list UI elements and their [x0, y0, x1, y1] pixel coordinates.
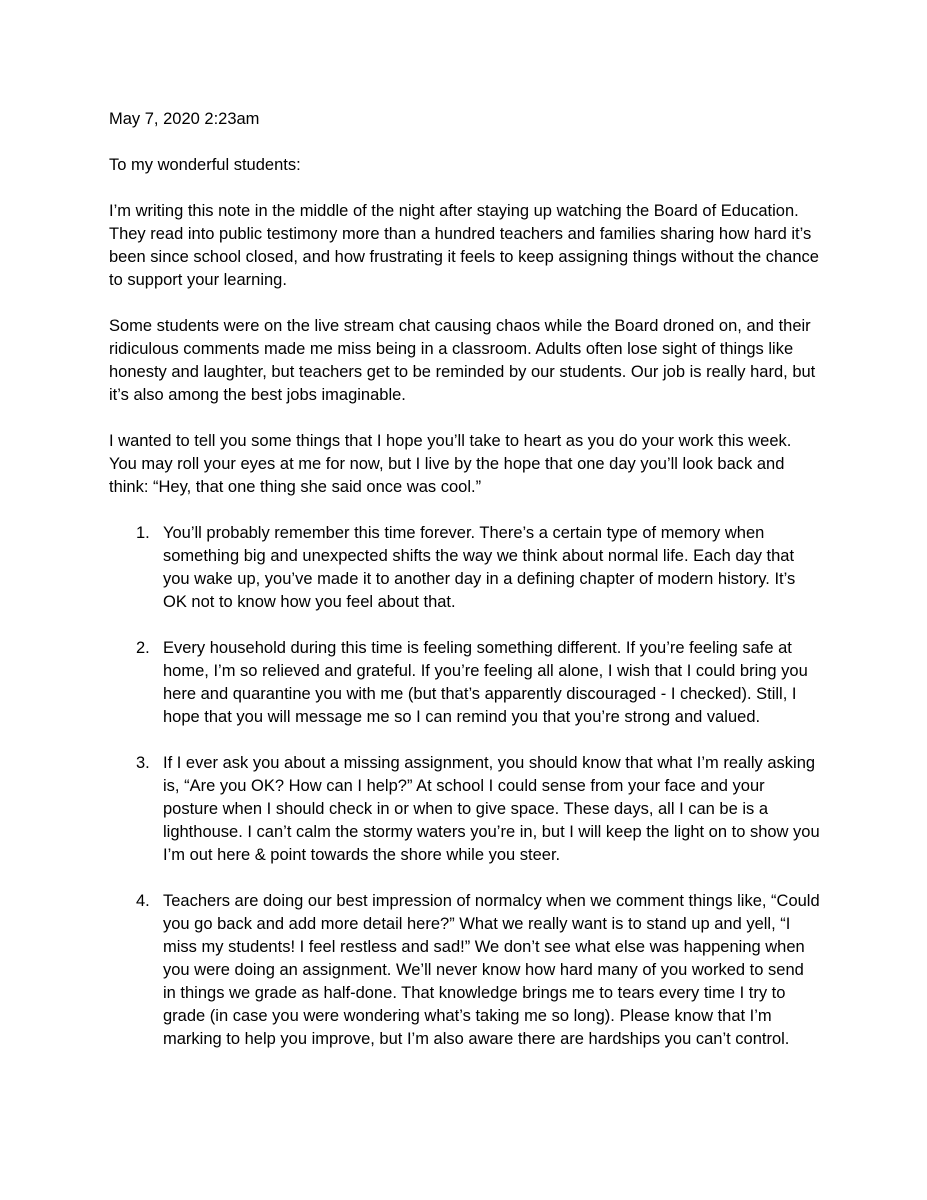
paragraph: I’m writing this note in the middle of the night after staying up watching the Board of Education. They read into public testimony more than a hundred teachers and families sharing how hard it’s been since school closed, and how frustrating it feels to keep assigning things without the chance to support your learning.	[109, 202, 819, 289]
paragraph: I wanted to tell you some things that I hope you’ll take to heart as you do your work this week. You may roll your eyes at me for now, but I live by the hope that one day you’ll look back and think: “Hey, that one thing she said once was cool.”	[109, 432, 792, 496]
letter-greeting: To my wonderful students:	[109, 156, 301, 174]
letter-body	[109, 108, 821, 1074]
numbered-list	[109, 522, 821, 1051]
list-item-text: Teachers are doing our best impression of normalcy when we comment things like, “Could you go back and add more detail here?” What we really want is to stand up and yell, “I miss my students! I feel restless and sad!” We don’t see what else was happening when you were doing an assignment. We’ll never know how hard many of you worked to send in things we grade as half-done. That knowledge brings me to tears every time I try to grade (in case you were wondering what’s taking me so long). Please know that I’m marking to help you improve, but I’m also aware there are hardships you can’t control.	[163, 892, 820, 1048]
list-item-number: 4.	[136, 892, 150, 910]
paragraph: Some students were on the live stream chat causing chaos while the Board droned on, and their ridiculous comments made me miss being in a classroom. Adults often lose sight of things like honesty and laughter, but teachers get to be reminded by our students. Our job is really hard, but it’s also among the best jobs imaginable.	[109, 317, 816, 404]
list-item-number: 2.	[136, 639, 150, 657]
list-item-number: 1.	[136, 524, 150, 542]
list-item	[136, 752, 821, 867]
letter-date: May 7, 2020 2:23am	[109, 110, 260, 128]
list-item-text: Every household during this time is feeling something different. If you’re feeling safe at home, I’m so relieved and grateful. If you’re feeling all alone, I wish that I could bring you here and quarantine you with me (but that’s apparently discouraged - I checked). Still, I hope that you will message me so I can remind you that you’re strong and valued.	[163, 639, 808, 726]
list-item	[136, 890, 821, 1051]
list-item-text: You’ll probably remember this time forever. There’s a certain type of memory when something big and unexpected shifts the way we think about normal life. Each day that you wake up, you’ve made it to another day in a defining chapter of modern history. It’s OK not to know how you feel about that.	[163, 524, 796, 611]
list-item-number: 3.	[136, 754, 150, 772]
list-item-text: If I ever ask you about a missing assignment, you should know that what I’m really asking is, “Are you OK? How can I help?” At school I could sense from your face and your posture when I should check in or when to give space. These days, all I can be is a lighthouse. I can’t calm the stormy waters you’re in, but I will keep the light on to show you I’m out here & point towards the shore while you steer.	[163, 754, 820, 864]
list-item	[136, 522, 821, 614]
list-item	[136, 637, 821, 729]
